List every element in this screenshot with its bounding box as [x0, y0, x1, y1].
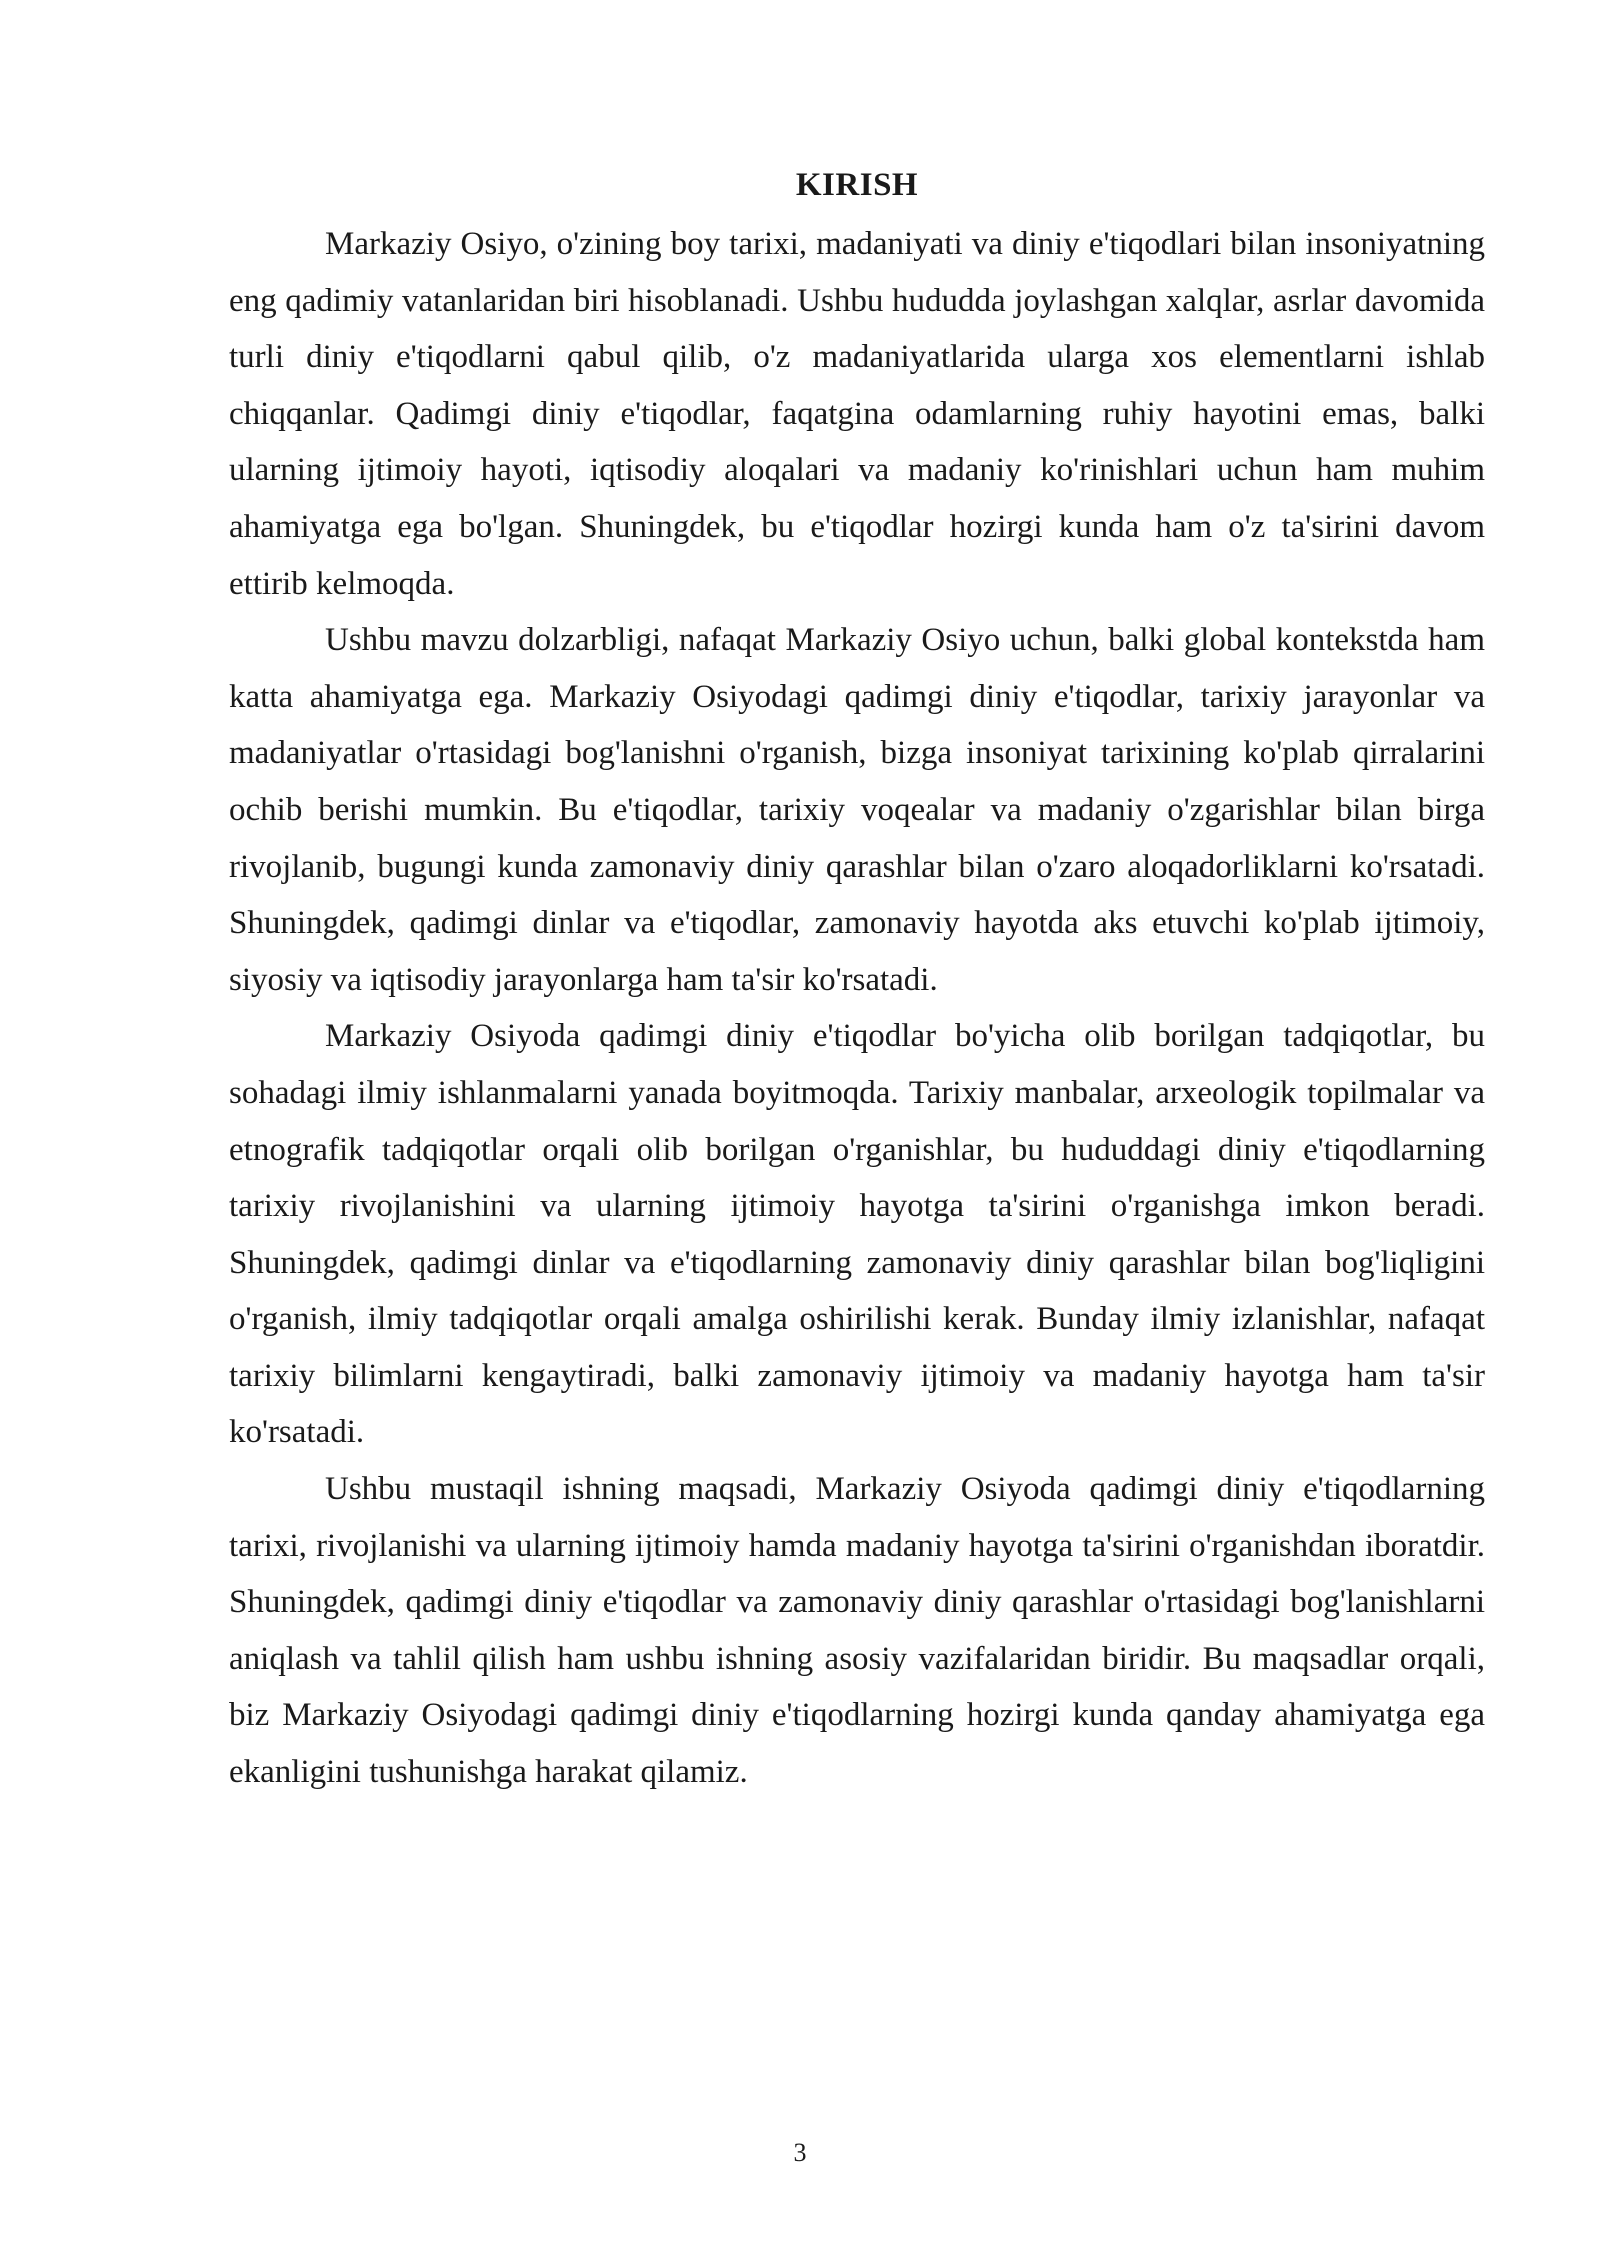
paragraph-goal: Ushbu mustaqil ishning maqsadi, Markaziy Osiyoda qadimgi diniy e'tiqodlarning tarixi, rivojlanishi va ularning ijtimoiy hamda madaniy hayotga ta'sirini o'rganishdan iboratdir. Shuningdek, qadimgi diniy e'tiqodlar va zamonaviy diniy qarashlar o'rtasidagi bog'lanishlarni aniqlash va tahlil qilish ham ushbu ishning asosiy vazifalaridan biridir. Bu maqsadlar orqali, biz Markaziy Osiyodagi qadimgi diniy e'tiqodlarning hozirgi kunda qanday ahamiyatga ega ekanligini tushunishga harakat qilamiz. — [229, 1471, 1485, 1791]
paragraph-intro: Markaziy Osiyo, o'zining boy tarixi, madaniyati va diniy e'tiqodlari bilan insoniyatning eng qadimiy vatanlaridan biri hisoblanadi. Ushbu hududda joylashgan xalqlar, asrlar davomida turli diniy e'tiqodlarni qabul qilib, o'z madaniyatlarida ularga xos elementlarni ishlab chiqqanlar. Qadimgi diniy e'tiqodlar, faqatgina odamlarning ruhiy hayotini emas, balki ularning ijtimoiy hayoti, iqtisodiy aloqalari va madaniy ko'rinishlari uchun ham muhim ahamiyatga ega bo'lgan. Shuningdek, bu e'tiqodlar hozirgi kunda ham o'z ta'sirini davom ettirib kelmoqda. — [229, 226, 1485, 602]
paragraph-relevance: Ushbu mavzu dolzarbligi, nafaqat Markaziy Osiyo uchun, balki global kontekstda ham katta ahamiyatga ega. Markaziy Osiyodagi qadimgi diniy e'tiqodlar, tarixiy jarayonlar va madaniyatlar o'rtasidagi bog'lanishni o'rganish, bizga insoniyat tarixining ko'plab qirralarini ochib berishi mumkin. Bu e'tiqodlar, tarixiy voqealar va madaniy o'zgarishlar bilan birga rivojlanib, bugungi kunda zamonaviy diniy qarashlar bilan o'zaro aloqadorliklarni ko'rsatadi. Shuningdek, qadimgi dinlar va e'tiqodlar, zamonaviy hayotda aks etuvchi ko'plab ijtimoiy, siyosiy va iqtisodiy jarayonlarga ham ta'sir ko'rsatadi. — [229, 622, 1485, 998]
page-number: 3 — [793, 2138, 807, 2167]
section-heading: KIRISH — [795, 167, 919, 203]
document-page — [229, 160, 1485, 1801]
paragraph-research: Markaziy Osiyoda qadimgi diniy e'tiqodlar bo'yicha olib borilgan tadqiqotlar, bu sohadagi ilmiy ishlanmalarni yanada boyitmoqda. Tarixiy manbalar, arxeologik topilmalar va etnografik tadqiqotlar orqali olib borilgan o'rganishlar, bu hududdagi diniy e'tiqodlarning tarixiy rivojlanishini va ularning ijtimoiy hayotga ta'sirini o'rganishga imkon beradi. Shuningdek, qadimgi dinlar va e'tiqodlarning zamonaviy diniy qarashlar bilan bog'liqligini o'rganish, ilmiy tadqiqotlar orqali amalga oshirilishi kerak. Bunday ilmiy izlanishlar, nafaqat tarixiy bilimlarni kengaytiradi, balki zamonaviy ijtimoiy va madaniy hayotga ham ta'sir ko'rsatadi. — [229, 1018, 1485, 1451]
